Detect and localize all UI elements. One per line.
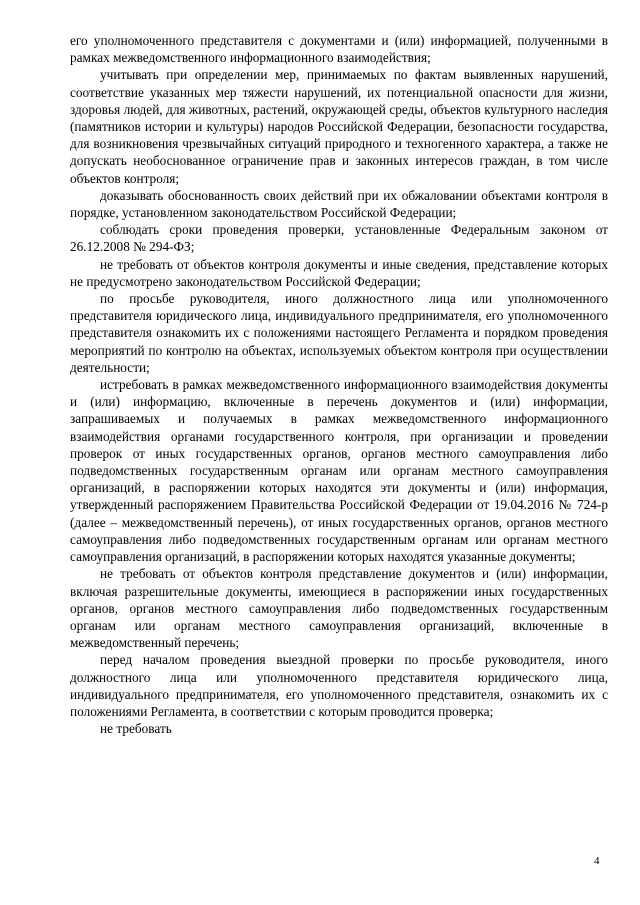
paragraph: не требовать от объектов контроля документы и иные сведения, представление которых не предусмотрено законодательством Российской Федерации; — [70, 256, 608, 289]
paragraph-continuation: его уполномоченного представителя с документами и (или) информацией, полученными в рамках межведомственного информационного взаимодействия; — [70, 33, 608, 66]
paragraph: не требовать от объектов контроля представление документов и (или) информации, включая разрешительные документы, имеющиеся в распоряжении иных государственных органов, органов местного самоуправления либо подведомственных государственным органам или органам местного самоуправления организаций, включенные в межведомственный перечень; — [70, 566, 608, 651]
paragraph: перед началом проведения выездной проверки по просьбе руководителя, иного должностного лица или уполномоченного представителя юридического лица, индивидуального предпринимателя, его уполномоченного представителя, ознакомить их с положениями Регламента, в соответствии с которым проводится проверка; — [70, 652, 608, 719]
body-text — [70, 32, 608, 737]
paragraph: доказывать обоснованность своих действий при их обжаловании объектами контроля в порядке, установленном законодательством Российской Федерации; — [70, 187, 608, 221]
paragraph: учитывать при определении мер, принимаемых по фактам выявленных нарушений, соответствие указанных мер тяжести нарушений, их потенциальной опасности для жизни, здоровья людей, для животных, растений, окружающей среды, объектов культурного наследия (памятников истории и культуры) народов Российской Федерации, безопасности государства, для возникновения чрезвычайных ситуаций природного и техногенного характера, а также не допускать необоснованное ограничение прав и законных интересов граждан, в том числе объектов контроля; — [70, 67, 608, 186]
page-number: 4 — [594, 855, 600, 867]
paragraph: не требовать — [100, 721, 172, 737]
paragraph: по просьбе руководителя, иного должностного лица или уполномоченного представителя юридического лица, индивидуального предпринимателя, его уполномоченного представителя ознакомить их с положениями настоящего Регламента и порядком проведения мероприятий по контролю на объектах, используемых объектом контроля при осуществлении деятельности; — [70, 291, 608, 375]
paragraph: соблюдать сроки проведения проверки, установленные Федеральным законом от 26.12.2008 № 294-ФЗ; — [70, 222, 608, 255]
paragraph: истребовать в рамках межведомственного информационного взаимодействия документы и (или) информацию, включенные в перечень документов и (или) информации, запрашиваемых и получаемых в рамках межведомственного информационного взаимодействия органами государственного контроля, при организации и проведении проверок от иных государственных органов, органов местного самоуправления либо подведомственных государственным органам или органам местного самоуправления организаций, в распоряжении которых находятся эти документы и (или) информация, утвержденный распоряжением Правительства Российской Федерации от 19.04.2016 № 724-р (далее – межведомственный перечень), от иных государственных органов, органов местного самоуправления либо подведомственных государственным органам или органам местного самоуправления организаций, в распоряжении которых находятся указанные документы; — [70, 377, 608, 565]
